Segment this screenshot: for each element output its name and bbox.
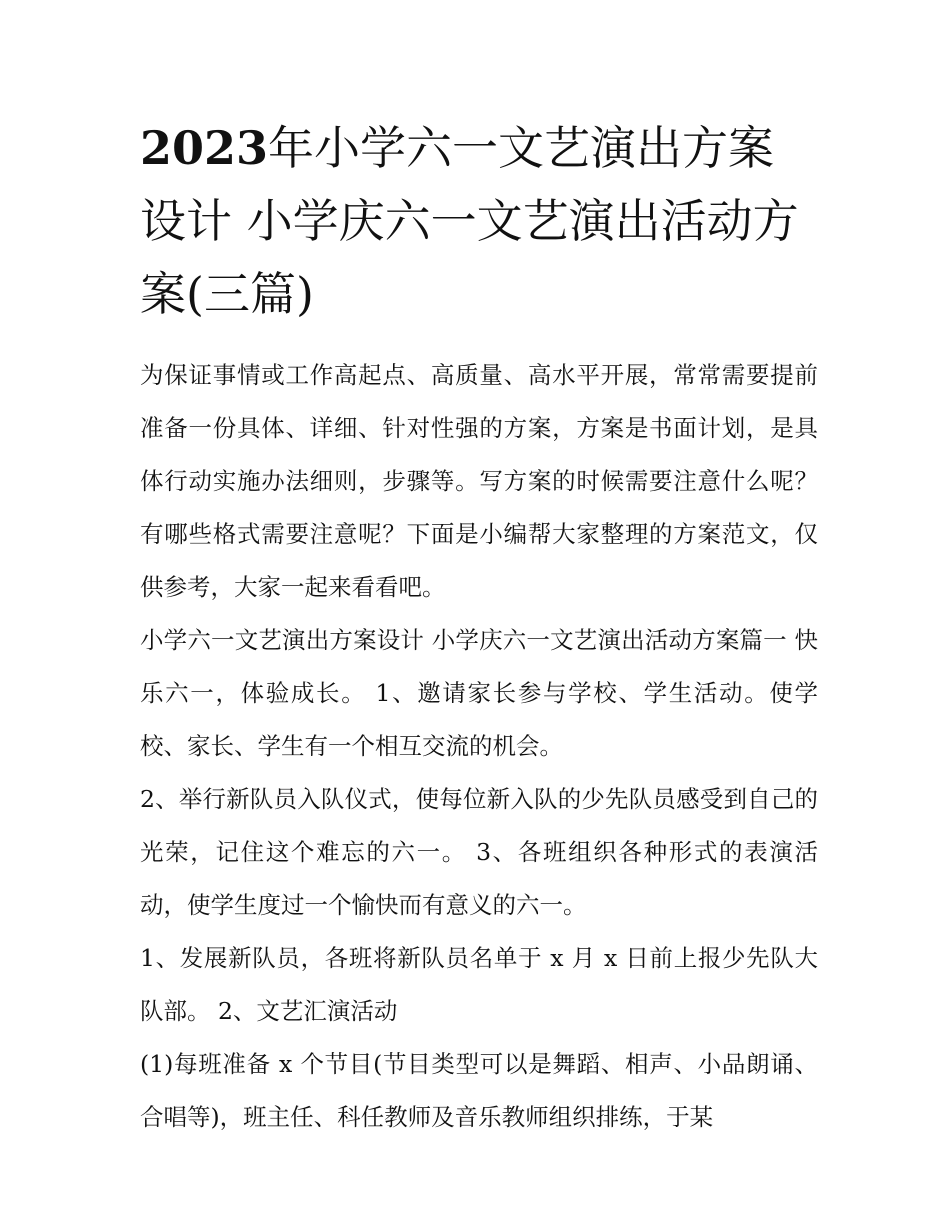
title-year: 2023 [140,121,269,175]
document-page [140,112,818,1144]
intro-paragraph: 为保证事情或工作高起点、高质量、高水平开展，常常需要提前准备一份具体、详细、针对性强的方案，方案是书面计划，是具体行动实施办法细则，步骤等。写方案的时候需要注意什么呢？有哪些格式需要注意呢？下面是小编帮大家整理的方案范文，仅供参考，大家一起来看看吧。 [140,361,818,601]
document-title [140,112,818,331]
new-member-paragraph: 1、发展新队员，各班将新队员名单于 x 月 x 日前上报少先队大队部。 2、文艺汇演活动 [140,944,818,1025]
program-paragraph: (1)每班准备 x 个节目(节目类型可以是舞蹈、相声、小品朗诵、合唱等)，班主任、科任教师及音乐教师组织排练，于某 [140,1050,818,1131]
activity-goal-paragraph: 2、举行新队员入队仪式，使每位新入队的少先队员感受到自己的光荣，记住这个难忘的六一。 3、各班组织各种形式的表演活动，使学生度过一个愉快而有意义的六一。 [140,785,818,919]
title-text: 年小学六一文艺演出方案设计 小学庆六一文艺演出活动方案(三篇) [140,121,799,321]
section-one-paragraph: 小学六一文艺演出方案设计 小学庆六一文艺演出活动方案篇一 快乐六一，体验成长。 1、邀请家长参与学校、学生活动。使学校、家长、学生有一个相互交流的机会。 [140,626,818,760]
document-body [140,349,818,1144]
